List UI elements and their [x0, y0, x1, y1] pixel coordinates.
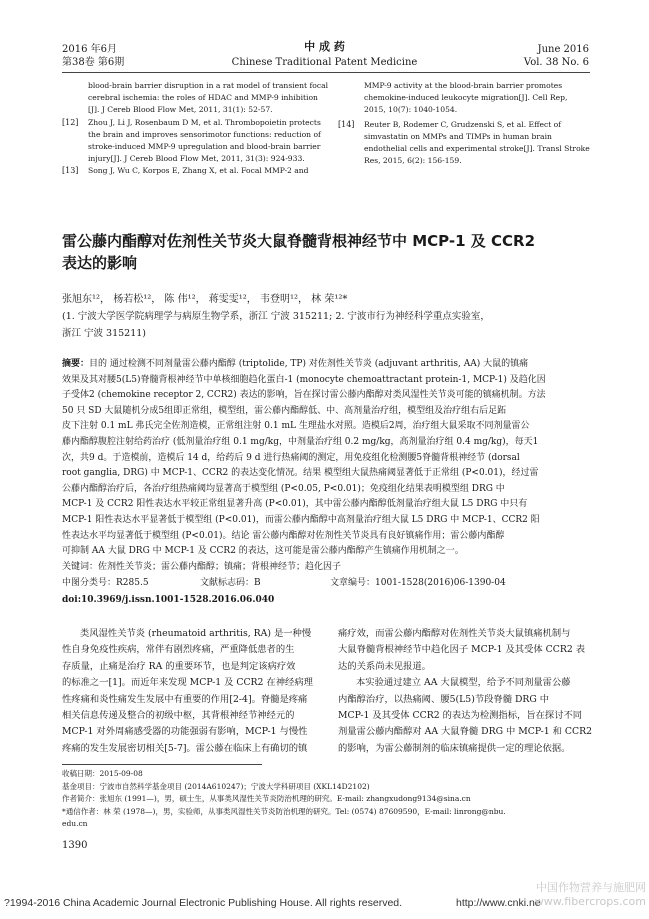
body-line: 本实验通过建立 AA 大鼠模型，给予不同剂量雷公藤 — [356, 677, 571, 689]
reference-text: Song J, Wu C, Korpos E, Zhang X, et al. Focal MMP-2 and — [88, 166, 309, 176]
affiliation: (1. 宁波大学医学院病理学与病原生物学系，浙江 宁波 315211; 2. 宁波市行为神经科学重点实验室， — [62, 311, 490, 322]
funding: 基金项目：宁波市自然科学基金项目 (2014A610247)；宁波大学科研项目 (XKL14D2102) — [62, 781, 370, 791]
abstract-line: 目的 通过检测不同剂量雷公藤内酯醇 (triptolide, TP) 对佐剂性关节炎 (adjuvant arthritis, AA) 大鼠的镇痛 — [89, 359, 529, 369]
affiliation-cont: 浙江 宁波 315211) — [62, 328, 147, 339]
body-line: 疼痛的发生发展密切相关[5-7]。雷公藤在临床上有确切的镇 — [62, 742, 308, 754]
journal-name-cn: 中 成 药 — [304, 40, 345, 53]
header-rule — [62, 72, 590, 73]
reference-text: MMP-9 activity at the blood-brain barrier promotes chemokine-induced leukocyte migration[J]. Cell Rep, 2015, 10(7): 1040-1054. — [364, 81, 568, 115]
page-number: 1390 — [62, 840, 88, 851]
journal-name-en: Chinese Traditional Patent Medicine — [231, 57, 418, 68]
copyright-notice: ?1994-2016 China Academic Journal Electronic Publishing House. All rights reserved. — [4, 897, 403, 909]
abstract-label: 摘要： — [62, 359, 90, 369]
watermark: 中国作物营养与施肥网 www.fibercrops.com — [534, 881, 646, 908]
abstract-line: 皮下注射 0.1 mL 弗氏完全佐剂造模，正常组注射 0.1 mL 生理盐水对照。造模后2周，治疗组大鼠采取不同剂量雷公 — [62, 421, 530, 432]
references-left — [62, 80, 330, 178]
abstract-line: 性表达水平均显著低于模型组 (P<0.01)。结论 雷公藤内酯醇对佐剂性关节炎具有良好镇痛作用；雷公藤内酯醇 — [62, 530, 505, 541]
reference-item — [338, 80, 590, 117]
article-number: 文章编号：1001-1528(2016)06-1390-04 — [330, 578, 506, 588]
abstract-line: root ganglia, DRG) 中 MCP-1、CCR2 的表达变化情况。结果 模型组大鼠热痛阈显著低于正常组 (P<0.01)，经过雷 — [62, 468, 539, 479]
doi: doi:10.3969/j.issn.1001-1528.2016.06.040 — [62, 595, 275, 605]
abstract-line: 可抑制 AA 大鼠 DRG 中 MCP-1 及 CCR2 的表达，这可能是雷公藤内酯醇产生镇痛作用机制之一。 — [62, 546, 464, 557]
body-line: 存质量，止痛是治疗 RA 的重要环节，也是判定该病疗效 — [62, 660, 296, 672]
article-title-line: 雷公藤内酯醇对佐剂性关节炎大鼠脊髓背根神经节中 MCP-1 及 CCR2 — [62, 232, 536, 250]
body-line: 相关信息传递及整合的初级中枢，其背根神经节神经元的 — [62, 710, 295, 722]
body-line: 剂量雷公藤内酯醇对 AA 大鼠脊髓 DRG 中 MCP-1 和 CCR2 — [338, 726, 593, 738]
body-line: 大鼠脊髓背根神经节中趋化因子 MCP-1 及其受体 CCR2 表 — [338, 644, 586, 656]
body-line: MCP-1 及其受体 CCR2 的表达为检测指标，旨在探讨不同 — [338, 710, 583, 722]
reference-text: Reuter B, Rodemer C, Grudzenski S, et al. Effect of simvastatin on MMPs and TIMPs in human brain endothelial cells and experimental stroke[J]. Transl Stroke Res, 2015, 6(2): 156-159. — [364, 119, 590, 166]
reference-item: [14] Reuter B, Rodemer C, Grudzenski S, et al. Effect of simvastatin on MMPs and TIMPs in human brain endothelial cells and experimental stroke[J]. Transl Stroke Res, 2015, 6(2): 156-159. — [338, 119, 590, 168]
reference-item — [62, 80, 330, 117]
article-title — [62, 230, 622, 274]
header-month: June 2016 — [537, 44, 589, 55]
reference-text: blood-brain barrier disruption in a rat model of transient focal cerebral ischemia: the roles of HDAC and MMP-9 inhibition [J]. J Cereb Blood Flow Met, 2011, 31(1): 52-57. — [88, 81, 329, 115]
body-line: 类风湿性关节炎 (rheumatoid arthritis, RA) 是一种慢 — [80, 628, 312, 639]
author-bio: 作者简介：张旭东 (1991—)，男，硕士生，从事类风湿性关节炎防治机理的研究。E-mail: zhangxudong9134@sina.cn — [62, 794, 471, 803]
reference-item: [13] Song J, Wu C, Korpos E, Zhang X, et al. Focal MMP-2 and — [62, 165, 330, 177]
footnotes — [62, 768, 602, 831]
abstract-line: 子受体2 (chemokine receptor 2, CCR2) 表达的影响，旨在探讨雷公藤内酯醇对类风湿性关节炎可能的镇痛机制。方法 — [62, 390, 546, 401]
body-line: 性自身免疫性疾病，常伴有剧烈疼痛，严重降低患者的生 — [62, 644, 295, 656]
abstract-line: 50 只 SD 大鼠随机分成5组即正常组，模型组，雷公藤内酯醇低、中、高剂量治疗组，模型组及治疗组右后足跖 — [62, 405, 507, 416]
cnki-url: http://www.cnki.ne — [456, 897, 541, 909]
reference-item: [12] Zhou J, Li J, Rosenbaum D M, et al. Thrombopoietin protects the brain and improves sensorimotor functions: reduction of stroke-induced MMP-9 upregulation and blood-brain barrier injury[J]. J Cereb Blood Flow Met, 2011, 31(3): 924-933. — [62, 117, 330, 166]
body-line: 痛疗效，而雷公藤内酯醇对佐剂性关节炎大鼠镇痛机制与 — [338, 628, 571, 639]
clc-number: 中图分类号：R285.5 — [62, 578, 149, 588]
reference-text: Zhou J, Li J, Rosenbaum D M, et al. Thrombopoietin protects the brain and improves sensorimotor functions: reduction of stroke-induced MMP-9 upregulation and blood-brain barrier injury[J]. J Cereb Blood Flow Met, 2011, 31(3): 924-933. — [88, 117, 321, 164]
header-volume: 第38卷 第6期 — [62, 57, 125, 68]
header-vol-no: Vol. 38 No. 6 — [523, 57, 589, 68]
body-line: 的影响，为雷公藤制剂的临床镇痛提供一定的理论依据。 — [338, 742, 571, 754]
body-line: 内酯醇治疗，以热痛阈、腰5(L5)节段脊髓 DRG 中 — [338, 693, 550, 705]
abstract-line: 效果及其对腰5(L5)脊髓背根神经节中单核细胞趋化蛋白-1 (monocyte chemoattractant protein-1, MCP-1) 及趋化因 — [62, 374, 546, 385]
corresponding-author: *通信作者：林 荣 (1978—)，男，实验师，从事类风湿性关节炎防治机理的研究。Tel: (0574) 87609590，E-mail: linrong@nbu. — [62, 806, 506, 816]
abstract-line: 次，共9 d。于造模前，造模后 14 d，给药后 9 d 进行热痛阈的测定，用免疫组化检测腰5脊髓背根神经节 (dorsal — [62, 452, 520, 463]
body-line: 达的关系尚未见报道。 — [338, 660, 431, 672]
header-date: 2016 年6月 — [62, 44, 117, 55]
abstract-line: MCP-1 阳性表达水平显著低于模型组 (P<0.01)，而雷公藤内酯醇中高剂量治疗组大鼠 L5 DRG 中 MCP-1、CCR2 阳 — [62, 514, 540, 525]
article-title-line: 表达的影响 — [62, 254, 138, 272]
abstract-line: MCP-1 及 CCR2 阳性表达水平较正常组显著升高 (P<0.01)，其中雷公藤内酯醇低剂量治疗组大鼠 L5 DRG 中只有 — [62, 499, 528, 510]
author-list: 张旭东¹²， 杨若松¹²， 陈 伟¹²， 蒋雯雯¹²， 韦登明¹²， 林 荣¹²* — [62, 294, 348, 305]
document-code: 文献标志码：B — [200, 578, 261, 588]
body-left-column — [62, 626, 324, 757]
corresponding-author-cont: edu.cn — [62, 819, 88, 828]
received-date: 收稿日期：2015-09-08 — [62, 769, 143, 778]
body-line: 性疼痛和炎性痛发生发展中有重要的作用[2-4]。脊髓是疼痛 — [62, 693, 308, 705]
abstract-line: 藤内酯醇腹腔注射给药治疗 (低剂量治疗组 0.1 mg/kg，中剂量治疗组 0.2 mg/kg，高剂量治疗组 0.4 mg/kg)，每天1 — [62, 436, 539, 447]
abstract — [62, 357, 590, 575]
body-right-column — [338, 626, 593, 757]
references-right — [338, 80, 590, 167]
body-line: MCP-1 对外周痛感受器的功能强弱有影响，MCP-1 与慢性 — [62, 726, 308, 738]
body-line: 的标准之一[1]。而近年来发现 MCP-1 及 CCR2 在神经病理 — [62, 677, 313, 689]
abstract-line: 公藤内酯醇治疗后，各治疗组热痛阈均显著高于模型组 (P<0.05, P<0.01)；免疫组化结果表明模型组 DRG 中 — [62, 483, 505, 494]
footnote-rule — [62, 764, 262, 765]
keywords: 关键词：佐剂性关节炎；雷公藤内酯醇；镇痛；背根神经节；趋化因子 — [62, 561, 342, 572]
